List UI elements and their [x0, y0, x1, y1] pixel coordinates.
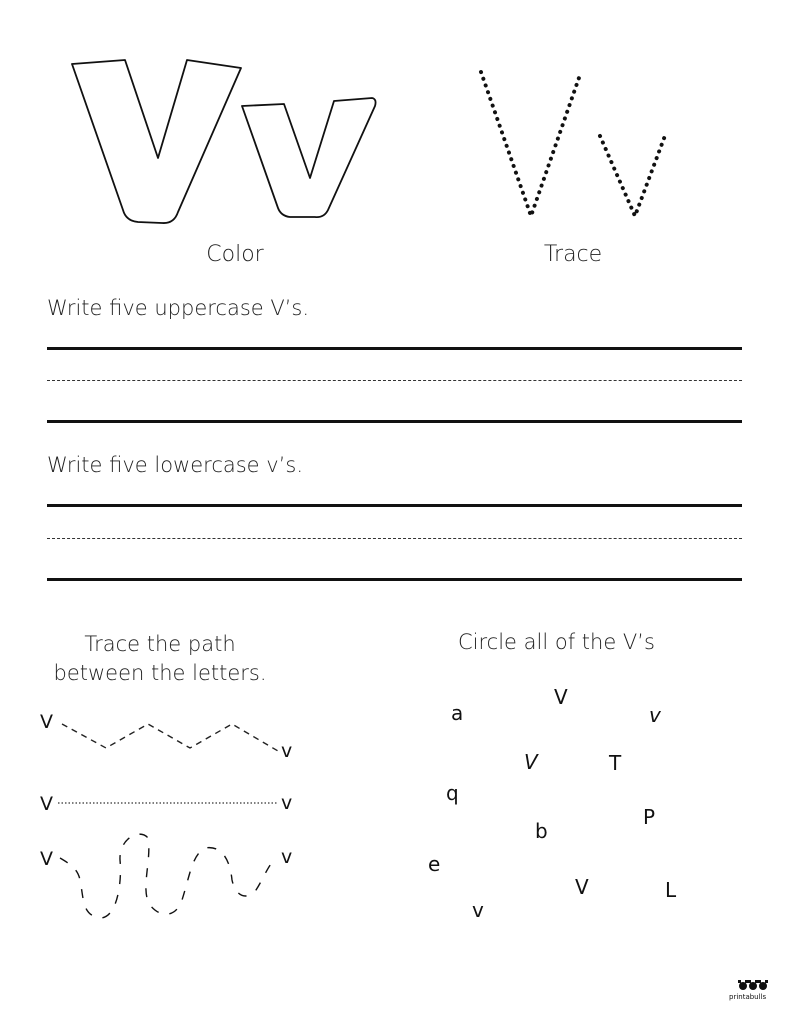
path-row2-start-letter: V — [40, 793, 53, 815]
trace-label: Trace — [543, 242, 603, 267]
scatter-letter: P — [643, 805, 656, 829]
path-row1-end-letter: v — [281, 740, 293, 762]
scatter-letter: v — [472, 898, 484, 922]
uppercase-prompt: Write five uppercase V’s. — [47, 296, 310, 320]
path-title-line2: between the letters. — [53, 661, 267, 685]
scatter-letter: V — [524, 750, 538, 774]
scatter-letter: V — [575, 875, 589, 899]
brand-text: printabulls — [729, 993, 767, 1001]
scatter-letter: T — [609, 751, 622, 775]
printabulls-logo-icon — [735, 978, 771, 992]
scatter-letter: b — [535, 819, 548, 843]
path-row3-end-letter: v — [281, 846, 293, 868]
path-row2-end-letter: v — [281, 792, 293, 814]
scatter-letter: q — [446, 781, 459, 805]
circle-section-title: Circle all of the V’s — [458, 630, 655, 654]
scatter-letter: v — [649, 703, 661, 727]
lowercase-prompt: Write five lowercase v’s. — [47, 453, 303, 477]
color-label: Color — [206, 242, 264, 267]
scatter-letter: e — [428, 852, 441, 876]
path-title-line1: Trace the path — [84, 632, 236, 656]
path-row1-start-letter: V — [40, 711, 53, 733]
wavy-path — [60, 834, 278, 918]
zigzag-path — [62, 724, 278, 751]
scatter-letter: L — [665, 878, 677, 902]
scatter-letter: V — [554, 685, 568, 709]
path-row3-start-letter: V — [40, 848, 53, 870]
scatter-letter: a — [451, 701, 464, 725]
